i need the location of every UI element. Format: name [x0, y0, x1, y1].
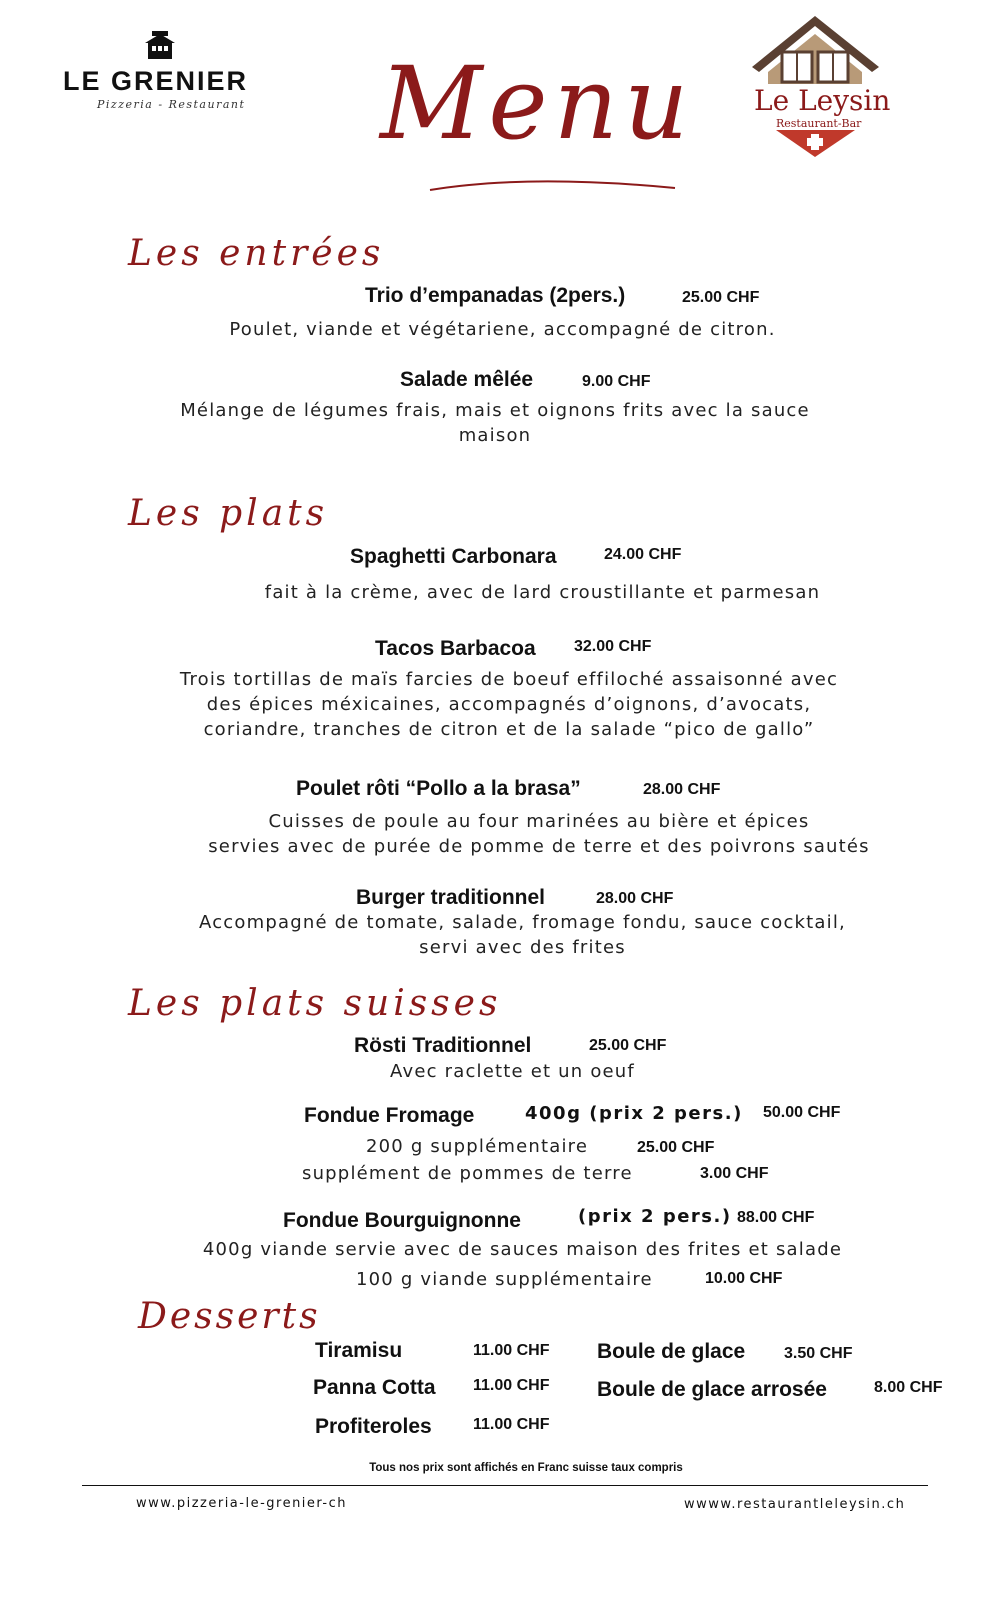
dish-description: Mélange de légumes frais, mais et oignons frits avec la sauce — [180, 400, 810, 421]
dish-description: maison — [458, 425, 532, 446]
extra-label: 100 g viande supplémentaire — [356, 1269, 653, 1290]
le-grenier-name: LE GRENIER — [63, 66, 249, 96]
dish-price: 28.00 CHF — [643, 781, 721, 798]
dish-price: 25.00 CHF — [589, 1037, 667, 1054]
section-entrees-title: Les entrées — [128, 233, 385, 274]
menu-title-text: Menu — [380, 45, 695, 162]
dessert-name: Profiteroles — [315, 1415, 432, 1438]
dish-name: Rösti Traditionnel — [354, 1034, 532, 1057]
dish-description: des épices méxicaines, accompagnés d’oignons, d’avocats, — [206, 694, 812, 715]
menu-underline-flourish — [370, 160, 690, 210]
extra-price: 10.00 CHF — [705, 1270, 783, 1287]
dessert-price: 11.00 CHF — [473, 1342, 550, 1359]
dessert-price: 11.00 CHF — [473, 1377, 550, 1394]
dish-description: fait à la crème, avec de lard croustillante et parmesan — [264, 582, 821, 603]
dish-description: 400g viande servie avec de sauces maison des frites et salade — [202, 1239, 843, 1260]
section-desserts-title: Desserts — [138, 1296, 321, 1337]
dish-portion: 400g (prix 2 pers.) — [525, 1103, 743, 1124]
extra-price: 3.00 CHF — [700, 1165, 769, 1182]
extra-label: supplément de pommes de terre — [302, 1163, 633, 1184]
dish-description: Poulet, viande et végétariene, accompagné de citron. — [229, 319, 776, 340]
extra-label: 200 g supplémentaire — [366, 1136, 589, 1157]
dish-price: 24.00 CHF — [604, 546, 682, 563]
dish-description: coriandre, tranches de citron et de la salade “pico de gallo” — [203, 719, 815, 740]
dish-description: Avec raclette et un oeuf — [390, 1061, 635, 1082]
le-grenier-logo — [55, 28, 265, 118]
le-leysin-logo — [748, 12, 891, 162]
extra-price: 25.00 CHF — [637, 1139, 715, 1156]
dish-description: Cuisses de poule au four marinées au bière et épices — [268, 811, 810, 832]
dish-name: Burger traditionnel — [356, 886, 546, 909]
footer-url-leysin[interactable]: wwww.restaurantleleysin.ch — [684, 1497, 906, 1512]
le-grenier-tagline: Pizzeria - Restaurant — [97, 98, 246, 111]
dish-price: 25.00 CHF — [682, 289, 760, 306]
section-suisses-title: Les plats suisses — [128, 983, 502, 1024]
dish-description: servies avec de purée de pomme de terre et des poivrons sautés — [208, 836, 870, 857]
dessert-name: Tiramisu — [315, 1339, 403, 1362]
dish-name: Trio d’empanadas (2pers.) — [365, 284, 626, 307]
section-plats-title: Les plats — [128, 493, 329, 534]
dish-price: 50.00 CHF — [763, 1104, 841, 1121]
dish-price: 88.00 CHF — [737, 1209, 815, 1226]
footer-divider — [82, 1485, 928, 1486]
dish-name: Tacos Barbacoa — [375, 637, 536, 660]
menu-title — [370, 45, 695, 215]
dessert-price: 11.00 CHF — [473, 1416, 550, 1433]
le-leysin-tagline: Restaurant-Bar — [776, 117, 862, 130]
dessert-name: Boule de glace — [597, 1340, 746, 1363]
le-leysin-name: Le Leysin — [754, 84, 891, 117]
dish-name: Fondue Bourguignonne — [283, 1209, 521, 1232]
dish-description: Trois tortillas de maïs farcies de boeuf effiloché assaisonné avec — [179, 669, 839, 690]
dish-name: Fondue Fromage — [304, 1104, 475, 1127]
dish-name: Spaghetti Carbonara — [350, 545, 557, 568]
dessert-name: Panna Cotta — [313, 1376, 436, 1399]
footer-url-grenier[interactable]: www.pizzeria-le-grenier-ch — [136, 1496, 348, 1511]
dessert-price: 3.50 CHF — [784, 1345, 853, 1362]
dish-portion: (prix 2 pers.) — [578, 1206, 732, 1227]
house-icon — [55, 28, 265, 68]
dish-name: Salade mêlée — [400, 368, 534, 391]
dish-price: 9.00 CHF — [582, 373, 651, 390]
dessert-name: Boule de glace arrosée — [597, 1378, 827, 1401]
dessert-price: 8.00 CHF — [874, 1379, 943, 1396]
dish-price: 32.00 CHF — [574, 638, 652, 655]
dish-description: Accompagné de tomate, salade, fromage fondu, sauce cocktail, — [199, 912, 846, 933]
dish-name: Poulet rôti “Pollo a la brasa” — [296, 777, 581, 800]
price-note: Tous nos prix sont affichés en Franc suisse taux compris — [369, 1462, 683, 1474]
dish-price: 28.00 CHF — [596, 890, 674, 907]
dish-description: servi avec des frites — [419, 937, 626, 958]
